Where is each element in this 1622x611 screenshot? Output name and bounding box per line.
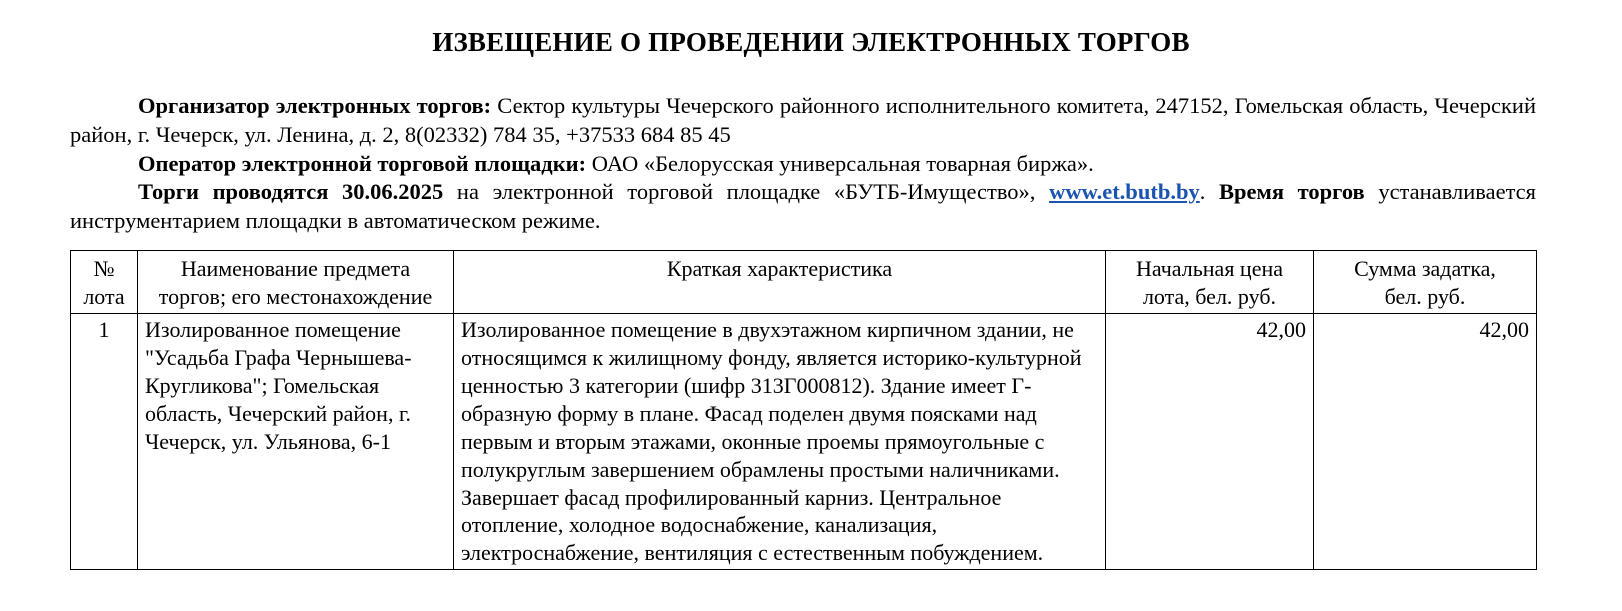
column-header-description [454,251,1106,314]
table-header-row [71,251,1537,314]
header-line: торгов; его местонахождение [158,283,433,309]
auction-platform-text: на электронной торговой площадке «БУТБ-Имущество», [443,179,1050,205]
column-header-start-price [1106,251,1314,314]
column-header-lot-no [71,251,138,314]
header-line: Краткая характеристика [666,256,893,281]
auction-platform-link[interactable]: www.et.butb.by [1049,179,1200,205]
cell-lot-no: 1 [71,313,138,569]
paragraph-organizer [70,92,1536,150]
auction-link-suffix: . [1199,179,1219,205]
table-row [71,313,1537,569]
page-title: ИЗВЕЩЕНИЕ О ПРОВЕДЕНИИ ЭЛЕКТРОННЫХ ТОРГОВ [432,27,1190,57]
operator-label: Оператор электронной торговой площадки: [138,150,587,176]
header-line: бел. руб. [1384,283,1466,309]
column-header-deposit [1314,251,1537,314]
auction-time-label: Время торгов [1219,179,1365,205]
auction-time-text: устанавливается инструментарием площадки в автоматическом режиме. [70,179,1537,234]
header-line: Наименование предмета [180,256,411,281]
cell-subject: Изолированное помещение "Усадьба Графа Чернышева-Кругликова"; Гомельская область, Чечерский район, г. Чечерск, ул. Ульянова, 6-1 [138,313,454,569]
header-line: лота, бел. руб. [1142,283,1277,309]
cell-deposit: 42,00 [1314,313,1537,569]
organizer-label: Организатор электронных торгов: [138,93,492,118]
header-line: № [93,256,115,281]
cell-description: Изолированное помещение в двухэтажном кирпичном здании, не относящимся к жилищному фонду, является историко-культурной ценностью 3 категории (шифр 313Г000812). Здание имеет Г-образную форму в плане. Фасад поделен двумя поясками над первым и вторым этажами, оконные проемы прямоугольные с полукруглым завершением обрамлены простыми наличниками. Завершает фасад профилированный карниз. Центральное отопление, холодное водоснабжение, канализация, электроснабжение, вентиляция с естественным побуждением. [454,313,1106,569]
paragraph-auction [70,178,1536,236]
header-line: Сумма задатка, [1354,256,1496,281]
paragraph-operator [70,150,1536,179]
header-line: Начальная цена [1135,256,1284,281]
lots-table [70,250,1537,570]
operator-text: ОАО «Белорусская универсальная товарная биржа». [586,150,1094,176]
auction-date-label: Торги проводятся 30.06.2025 [138,179,444,205]
column-header-subject [138,251,454,314]
header-line: лота [83,283,125,309]
cell-start-price: 42,00 [1106,313,1314,569]
organizer-text: Сектор культуры Чечерского районного исполнительного комитета, 247152, Гомельская область, Чечерский район, г. Чечерск, ул. Ленина, д. 2, 8(02332) 784 35, +37533 684 85 45 [70,93,1536,147]
document-body [70,92,1536,236]
